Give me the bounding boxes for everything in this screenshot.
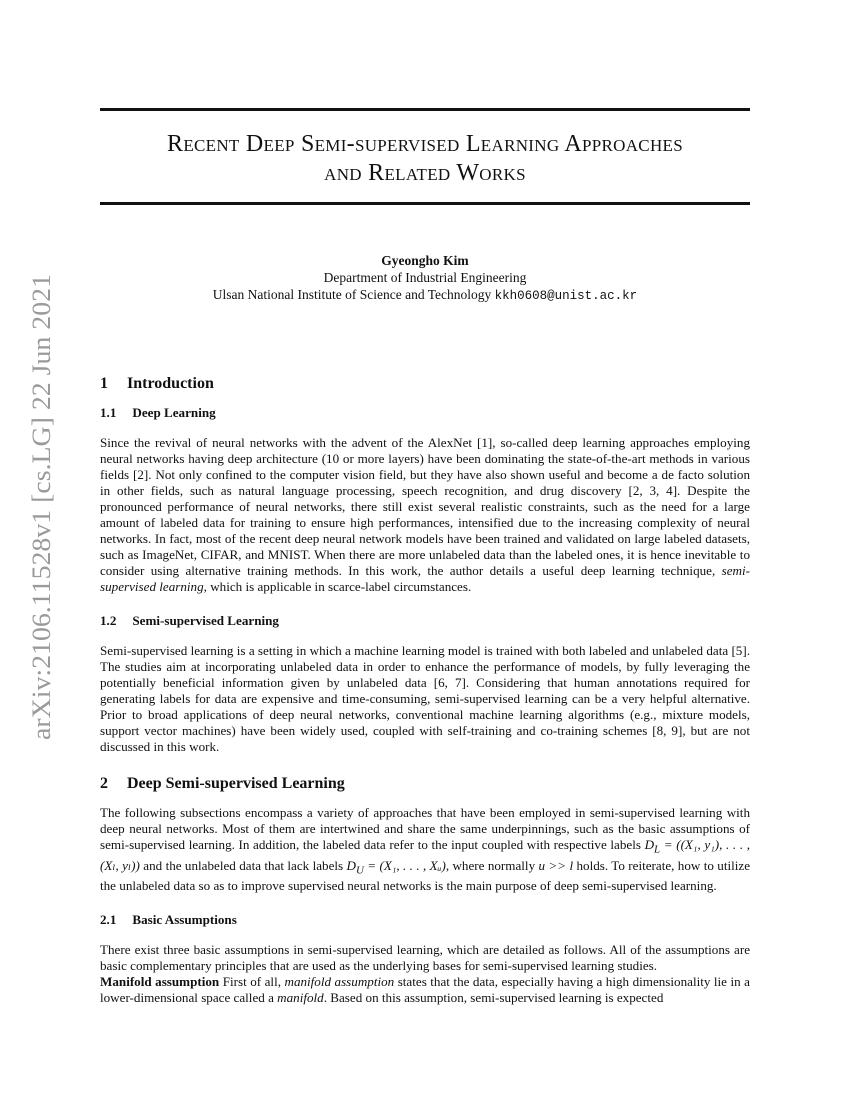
- section-title: Introduction: [127, 375, 214, 392]
- subsection-title: Deep Learning: [132, 405, 216, 420]
- author-institution: Ulsan National Institute of Science and Technology: [212, 287, 492, 302]
- author-block: [100, 252, 750, 305]
- paragraph-text: . Based on this assumption, semi-supervised learning is expected: [323, 990, 664, 1006]
- math-symbol: D: [644, 837, 655, 852]
- math-inequality: u >> l: [538, 857, 574, 873]
- arxiv-identifier-stamp: [12, 270, 62, 740]
- subsection-1-2-heading: [100, 613, 750, 629]
- arxiv-stamp-text: arXiv:2106.11528v1 [cs.LG] 22 Jun 2021: [27, 304, 56, 740]
- author-affiliation-line: [100, 286, 750, 305]
- paragraph-semi-supervised: Semi-supervised learning is a setting in which a machine learning model is trained with both labeled and unlabeled data [5]. The studies aim at incorporating unlabeled data in order to enhance the performance of models, by fully leveraging the potentially beneficial information given by unlabeled data [6, 7]. Considering that human annotations required for generating labels for data are expensive and time-consuming, semi-supervised learning can be a very helpful alternative. Prior to broad applications of deep neural networks, conventional machine learning algorithms (e.g., mixture models, support vector machines) have been widely used, coupled with self-training and co-training schemes [8, 9], but are not discussed in this work.: [100, 643, 750, 754]
- paragraph-text: Since the revival of neural networks with the advent of the AlexNet [1], so-called deep learning approaches employing neural networks having deep architecture (10 or more layers) have been dominating the state-of-the-art methods in various fields [2]. Not only confined to the computer vision field, but they have also shown useful and become a de facto solution in other fields, such as natural language processing, speech recognition, and drug discovery [2, 3, 4]. Despite the pronounced performance of neural networks, there still exist several realistic constraints, such as the need for a large amount of labeled data for training to ensure high performances, intensified due to the increasing complexity of neural networks. In fact, most of the recent deep neural network models have been trained and validated on large labeled datasets, such as ImageNet, CIFAR, and MNIST. When there are more unlabeled data than the labeled ones, it is hence inevitable to consider using alternative training methods. In this work, the author details a useful deep learning technique,: [100, 435, 750, 578]
- section-1-heading: [100, 376, 750, 392]
- subsection-number: 2.1: [100, 912, 117, 928]
- paragraph-text: , which is applicable in scarce-label circumstances.: [203, 579, 472, 594]
- paragraph-text: , where normally: [445, 857, 539, 873]
- title-rule-top: [100, 108, 750, 111]
- subsection-title: Semi-supervised Learning: [132, 613, 279, 628]
- paper-title: [100, 130, 750, 188]
- math-subscript: L: [654, 843, 661, 856]
- paragraph-text: states that the data, especially having a high dimensionality lie in a lower-dimensional space called a: [100, 974, 750, 1006]
- title-line-1: Recent Deep Semi-supervised Learning Approaches: [167, 131, 683, 157]
- math-unlabeled-set: [346, 857, 446, 877]
- author-email: kkh0608@unist.ac.kr: [494, 289, 638, 303]
- section-2-heading: [100, 776, 750, 792]
- paragraph-deep-learning: [100, 435, 750, 595]
- paragraph-text: and the unlabeled data that lack labels: [139, 857, 347, 873]
- author-department: Department of Industrial Engineering: [323, 270, 527, 285]
- math-subscript: U: [355, 864, 364, 877]
- math-expression: = ((X₁, y₁), . . . , (Xₗ, yₗ)): [100, 837, 750, 873]
- paragraph-deep-ssl-intro: [100, 805, 750, 894]
- author-name: Gyeongho Kim: [381, 253, 469, 268]
- paper-body: [100, 376, 750, 1006]
- title-rule-bottom: [100, 202, 750, 205]
- subsection-number: 1.1: [100, 405, 117, 420]
- section-number: 2: [100, 775, 108, 792]
- subsection-2-1-heading: [100, 912, 750, 928]
- paragraph-basic-assumptions: There exist three basic assumptions in semi-supervised learning, which are detailed as follows. All of the assumptions are basic complementary principles that are used as the underlying bases for semi-supervised learning studies.: [100, 942, 750, 974]
- subsection-title: Basic Assumptions: [132, 912, 237, 928]
- section-title: Deep Semi-supervised Learning: [127, 775, 345, 792]
- emphasis-text: manifold assumption: [284, 974, 395, 990]
- subsection-number: 1.2: [100, 613, 117, 628]
- title-line-2: and Related Works: [324, 160, 526, 186]
- paragraph-text: First of all,: [219, 974, 285, 990]
- subsection-1-1-heading: [100, 405, 750, 421]
- paragraph-text: holds. To reiterate, how to utilize the unlabeled data so as to improve supervised neural networks is the main purpose of deep semi-supervised learning.: [100, 857, 751, 894]
- emphasis-text: semi-supervised learning: [100, 563, 750, 594]
- paragraph-manifold-assumption: [100, 974, 750, 1006]
- paragraph-text: The following subsections encompass a variety of approaches that have been employed in semi-supervised learning with deep neural networks. Most of them are intertwined and share the same underpinnings, such as the basic assumptions of semi-supervised learning. In addition, the labeled data refer to the input coupled with respective labels: [100, 805, 750, 852]
- section-number: 1: [100, 375, 108, 392]
- paragraph-run-in-heading: Manifold assumption: [100, 974, 220, 990]
- math-expression: = (X₁, . . . , Xᵤ): [363, 857, 446, 873]
- emphasis-text: manifold: [277, 990, 324, 1006]
- math-symbol: D: [346, 857, 356, 873]
